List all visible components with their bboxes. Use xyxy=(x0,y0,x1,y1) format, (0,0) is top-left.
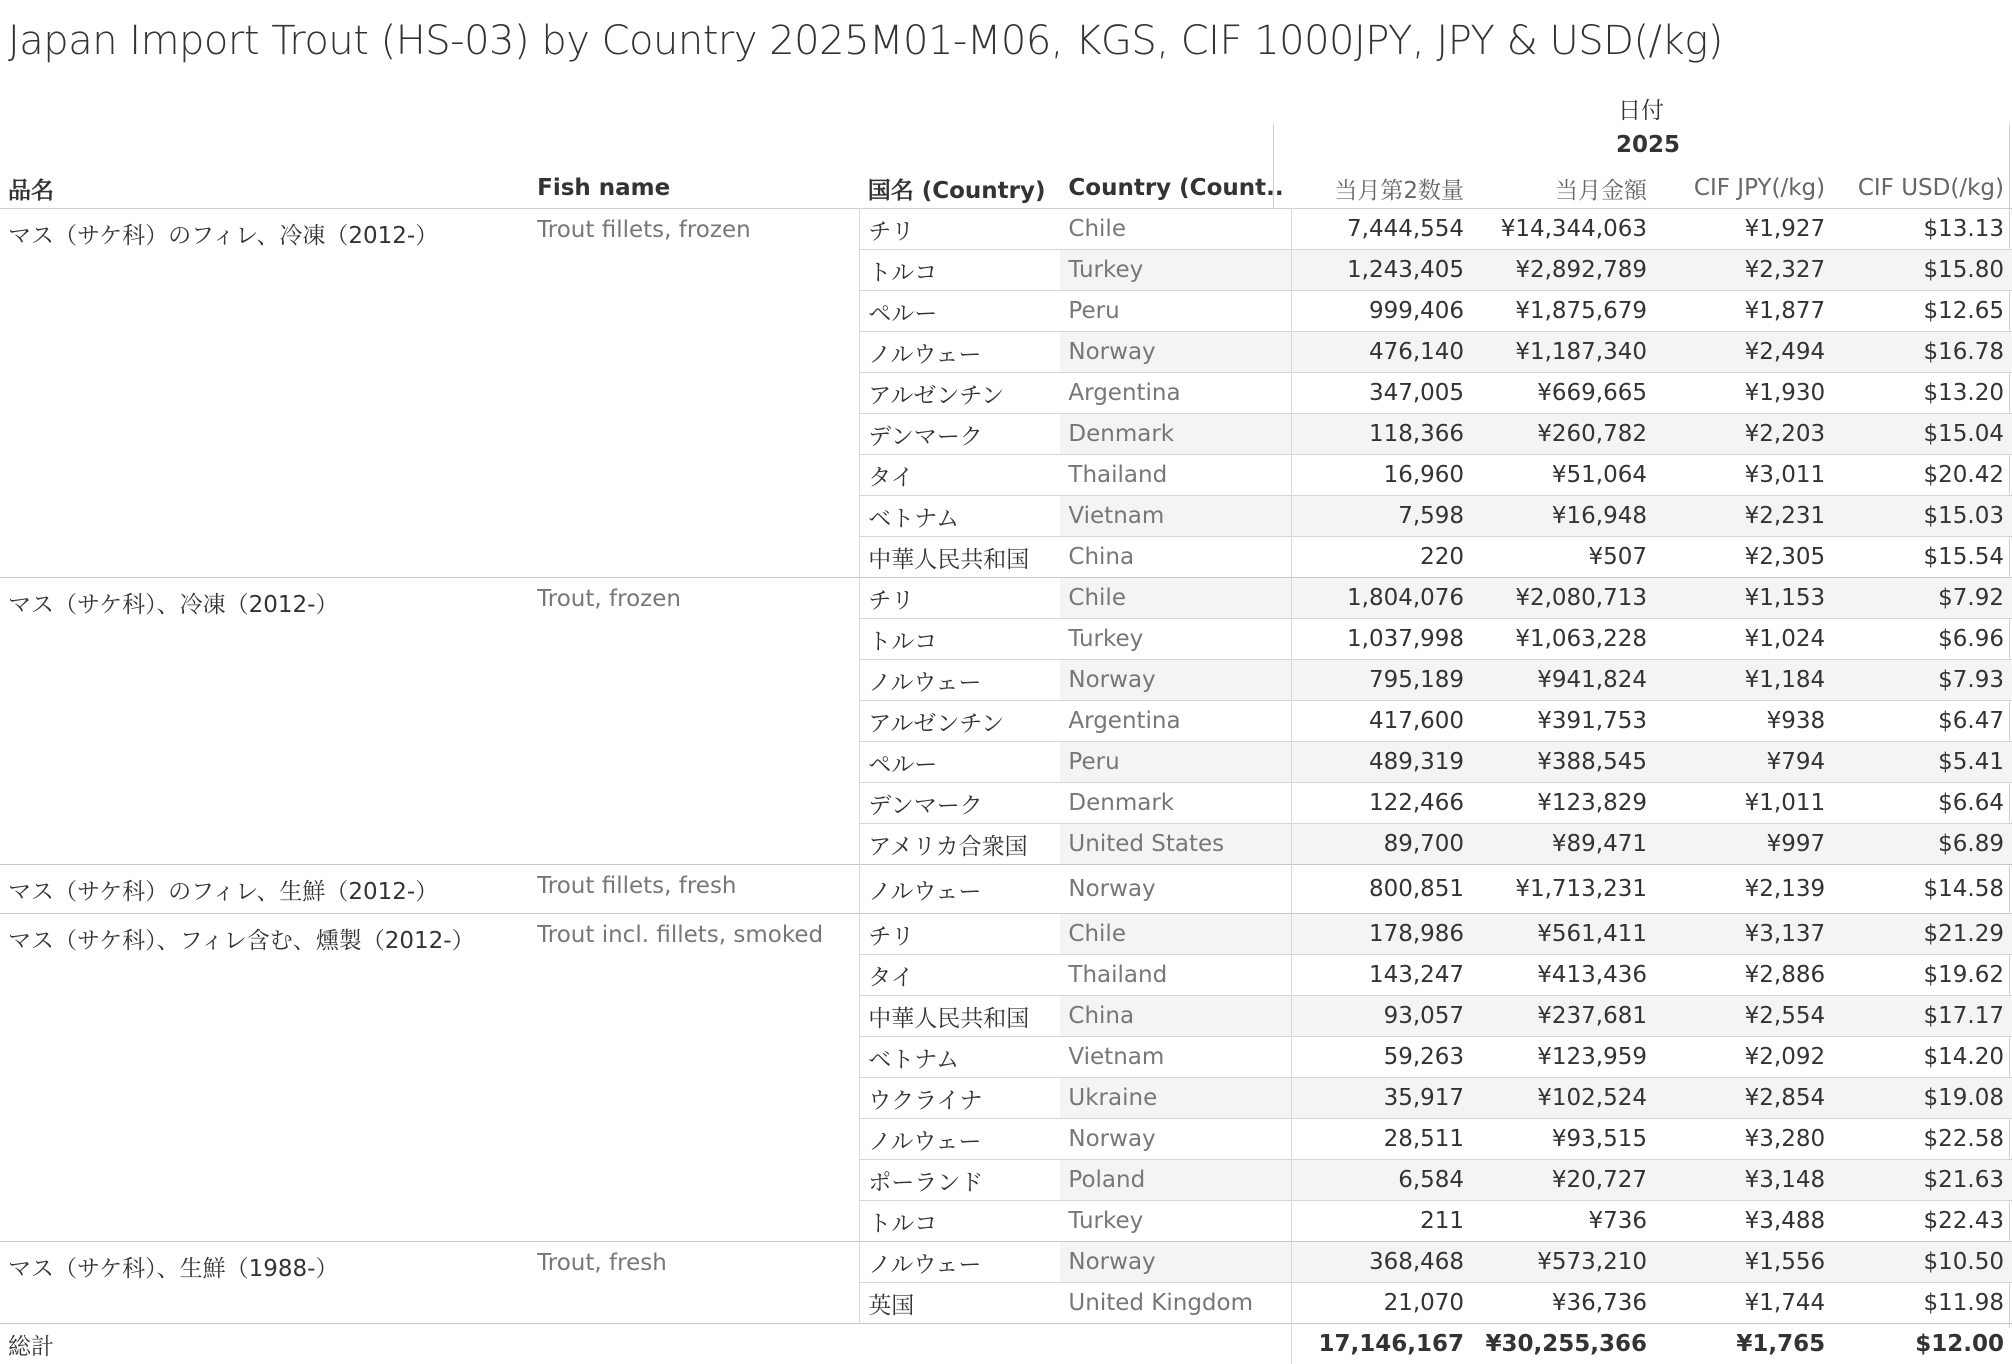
cif-jpy-cell: ¥2,231 xyxy=(1655,496,1833,537)
amount-cell: ¥736 xyxy=(1472,1201,1655,1242)
country-jp-cell: デンマーク xyxy=(860,783,1061,824)
cif-jpy-cell: ¥1,927 xyxy=(1655,209,1833,250)
cif-usd-cell: $6.96 xyxy=(1833,619,2012,660)
amount-cell: ¥89,471 xyxy=(1472,824,1655,865)
amount-cell: ¥391,753 xyxy=(1472,701,1655,742)
cif-jpy-cell: ¥2,854 xyxy=(1655,1078,1833,1119)
amount-cell: ¥573,210 xyxy=(1472,1242,1655,1283)
cif-usd-cell: $7.93 xyxy=(1833,660,2012,701)
amount-cell: ¥102,524 xyxy=(1472,1078,1655,1119)
country-jp-cell: ポーランド xyxy=(860,1160,1061,1201)
country-en-cell: Chile xyxy=(1060,578,1291,619)
cif-usd-cell: $20.42 xyxy=(1833,455,2012,496)
total-cif-jpy-cell: ¥1,765 xyxy=(1655,1324,1833,1364)
country-jp-cell: アメリカ合衆国 xyxy=(860,824,1061,865)
volume-cell: 178,986 xyxy=(1292,914,1472,955)
country-en-cell: Chile xyxy=(1060,914,1291,955)
table-row xyxy=(0,914,2012,955)
country-jp-cell: タイ xyxy=(860,955,1061,996)
country-en-cell: Vietnam xyxy=(1060,1037,1291,1078)
cif-jpy-cell: ¥2,554 xyxy=(1655,996,1833,1037)
amount-cell: ¥507 xyxy=(1472,537,1655,578)
amount-cell: ¥669,665 xyxy=(1472,373,1655,414)
cif-jpy-cell: ¥2,139 xyxy=(1655,865,1833,914)
cif-jpy-cell: ¥1,184 xyxy=(1655,660,1833,701)
col-header-item[interactable]: 品名 xyxy=(0,168,529,209)
country-jp-cell: ノルウェー xyxy=(860,865,1061,914)
country-jp-cell: チリ xyxy=(860,209,1061,250)
amount-cell: ¥93,515 xyxy=(1472,1119,1655,1160)
total-cif-usd-cell: $12.00 xyxy=(1833,1324,2012,1364)
cif-usd-cell: $21.63 xyxy=(1833,1160,2012,1201)
volume-cell: 28,511 xyxy=(1292,1119,1472,1160)
page-title: Japan Import Trout (HS-03) by Country 2025M01-M06, KGS, CIF 1000JPY, JPY & USD(/kg) xyxy=(8,18,1723,64)
cif-usd-cell: $16.78 xyxy=(1833,332,2012,373)
country-jp-cell: ベトナム xyxy=(860,496,1061,537)
fish-name-cell: Trout, fresh xyxy=(529,1242,860,1324)
amount-cell: ¥2,892,789 xyxy=(1472,250,1655,291)
country-jp-cell: トルコ xyxy=(860,1201,1061,1242)
country-jp-cell: ペルー xyxy=(860,291,1061,332)
amount-cell: ¥51,064 xyxy=(1472,455,1655,496)
fish-name-cell: Trout fillets, fresh xyxy=(529,865,860,914)
country-en-cell: Chile xyxy=(1060,209,1291,250)
volume-cell: 1,037,998 xyxy=(1292,619,1472,660)
table-row xyxy=(0,209,2012,250)
amount-cell: ¥2,080,713 xyxy=(1472,578,1655,619)
total-volume-cell: 17,146,167 xyxy=(1292,1324,1472,1364)
volume-cell: 93,057 xyxy=(1292,996,1472,1037)
col-header-fish-name[interactable]: Fish name xyxy=(529,168,860,209)
country-jp-cell: アルゼンチン xyxy=(860,373,1061,414)
volume-cell: 368,468 xyxy=(1292,1242,1472,1283)
cif-jpy-cell: ¥1,877 xyxy=(1655,291,1833,332)
table-row xyxy=(0,578,2012,619)
volume-cell: 220 xyxy=(1292,537,1472,578)
country-en-cell: Thailand xyxy=(1060,955,1291,996)
volume-cell: 489,319 xyxy=(1292,742,1472,783)
item-name-cell: マス（サケ科）のフィレ、冷凍（2012-） xyxy=(0,209,529,578)
cif-usd-cell: $6.47 xyxy=(1833,701,2012,742)
volume-cell: 7,444,554 xyxy=(1292,209,1472,250)
country-jp-cell: ノルウェー xyxy=(860,1119,1061,1160)
cif-jpy-cell: ¥3,011 xyxy=(1655,455,1833,496)
country-jp-cell: 中華人民共和国 xyxy=(860,996,1061,1037)
country-en-cell: Norway xyxy=(1060,332,1291,373)
cif-jpy-cell: ¥1,556 xyxy=(1655,1242,1833,1283)
cif-jpy-cell: ¥3,488 xyxy=(1655,1201,1833,1242)
country-jp-cell: デンマーク xyxy=(860,414,1061,455)
country-en-cell: China xyxy=(1060,537,1291,578)
amount-cell: ¥413,436 xyxy=(1472,955,1655,996)
volume-cell: 118,366 xyxy=(1292,414,1472,455)
grand-total-row xyxy=(0,1324,2012,1364)
cif-usd-cell: $22.43 xyxy=(1833,1201,2012,1242)
volume-cell: 347,005 xyxy=(1292,373,1472,414)
year-header: 2025 xyxy=(1616,132,1680,158)
amount-cell: ¥1,875,679 xyxy=(1472,291,1655,332)
volume-cell: 143,247 xyxy=(1292,955,1472,996)
total-amount-cell: ¥30,255,366 xyxy=(1472,1324,1655,1364)
cif-usd-cell: $21.29 xyxy=(1833,914,2012,955)
amount-cell: ¥16,948 xyxy=(1472,496,1655,537)
country-en-cell: Norway xyxy=(1060,660,1291,701)
country-en-cell: China xyxy=(1060,996,1291,1037)
volume-cell: 417,600 xyxy=(1292,701,1472,742)
cif-jpy-cell: ¥2,092 xyxy=(1655,1037,1833,1078)
cif-jpy-cell: ¥2,203 xyxy=(1655,414,1833,455)
country-en-cell: Thailand xyxy=(1060,455,1291,496)
country-jp-cell: ペルー xyxy=(860,742,1061,783)
country-jp-cell: ウクライナ xyxy=(860,1078,1061,1119)
col-header-country-en[interactable]: Country (Count.. xyxy=(1060,168,1291,209)
country-en-cell: Peru xyxy=(1060,742,1291,783)
country-jp-cell: チリ xyxy=(860,914,1061,955)
cif-jpy-cell: ¥3,148 xyxy=(1655,1160,1833,1201)
volume-cell: 476,140 xyxy=(1292,332,1472,373)
item-name-cell: マス（サケ科）、フィレ含む、燻製（2012-） xyxy=(0,914,529,1242)
col-header-cif-usd[interactable]: CIF USD(/kg) xyxy=(1833,168,2012,209)
date-header-label: 日付 xyxy=(1618,92,1664,125)
table-row xyxy=(0,865,2012,914)
amount-cell: ¥1,187,340 xyxy=(1472,332,1655,373)
volume-cell: 1,243,405 xyxy=(1292,250,1472,291)
cif-usd-cell: $6.64 xyxy=(1833,783,2012,824)
cif-jpy-cell: ¥1,744 xyxy=(1655,1283,1833,1324)
amount-cell: ¥941,824 xyxy=(1472,660,1655,701)
volume-cell: 89,700 xyxy=(1292,824,1472,865)
country-en-cell: Argentina xyxy=(1060,373,1291,414)
country-jp-cell: ベトナム xyxy=(860,1037,1061,1078)
country-jp-cell: 英国 xyxy=(860,1283,1061,1324)
country-en-cell: Denmark xyxy=(1060,783,1291,824)
col-header-volume[interactable]: 当月第2数量 xyxy=(1292,168,1472,209)
amount-cell: ¥237,681 xyxy=(1472,996,1655,1037)
volume-cell: 795,189 xyxy=(1292,660,1472,701)
volume-cell: 999,406 xyxy=(1292,291,1472,332)
cif-usd-cell: $14.58 xyxy=(1833,865,2012,914)
country-jp-cell: チリ xyxy=(860,578,1061,619)
cif-jpy-cell: ¥2,886 xyxy=(1655,955,1833,996)
cif-jpy-cell: ¥3,280 xyxy=(1655,1119,1833,1160)
cif-usd-cell: $11.98 xyxy=(1833,1283,2012,1324)
amount-cell: ¥123,959 xyxy=(1472,1037,1655,1078)
volume-cell: 7,598 xyxy=(1292,496,1472,537)
country-en-cell: United States xyxy=(1060,824,1291,865)
cif-usd-cell: $15.03 xyxy=(1833,496,2012,537)
volume-cell: 35,917 xyxy=(1292,1078,1472,1119)
cif-jpy-cell: ¥997 xyxy=(1655,824,1833,865)
country-jp-cell: タイ xyxy=(860,455,1061,496)
amount-cell: ¥1,713,231 xyxy=(1472,865,1655,914)
amount-cell: ¥388,545 xyxy=(1472,742,1655,783)
cif-usd-cell: $6.89 xyxy=(1833,824,2012,865)
cif-usd-cell: $10.50 xyxy=(1833,1242,2012,1283)
country-en-cell: Turkey xyxy=(1060,1201,1291,1242)
cif-jpy-cell: ¥1,024 xyxy=(1655,619,1833,660)
cif-jpy-cell: ¥3,137 xyxy=(1655,914,1833,955)
cif-jpy-cell: ¥1,930 xyxy=(1655,373,1833,414)
country-en-cell: Vietnam xyxy=(1060,496,1291,537)
country-en-cell: Turkey xyxy=(1060,250,1291,291)
volume-cell: 122,466 xyxy=(1292,783,1472,824)
fish-name-cell: Trout, frozen xyxy=(529,578,860,865)
cif-jpy-cell: ¥1,153 xyxy=(1655,578,1833,619)
cif-jpy-cell: ¥2,327 xyxy=(1655,250,1833,291)
cif-usd-cell: $15.80 xyxy=(1833,250,2012,291)
cif-usd-cell: $13.20 xyxy=(1833,373,2012,414)
header-row xyxy=(0,168,2012,209)
cif-usd-cell: $15.04 xyxy=(1833,414,2012,455)
country-en-cell: Norway xyxy=(1060,865,1291,914)
cif-jpy-cell: ¥1,011 xyxy=(1655,783,1833,824)
item-name-cell: マス（サケ科）、冷凍（2012-） xyxy=(0,578,529,865)
volume-cell: 211 xyxy=(1292,1201,1472,1242)
fish-name-cell: Trout fillets, frozen xyxy=(529,209,860,578)
amount-cell: ¥123,829 xyxy=(1472,783,1655,824)
country-en-cell: Turkey xyxy=(1060,619,1291,660)
amount-cell: ¥14,344,063 xyxy=(1472,209,1655,250)
fish-name-cell: Trout incl. fillets, smoked xyxy=(529,914,860,1242)
country-en-cell: Denmark xyxy=(1060,414,1291,455)
col-header-country-jp[interactable]: 国名 (Country) xyxy=(860,168,1061,209)
col-header-cif-jpy[interactable]: CIF JPY(/kg) xyxy=(1655,168,1833,209)
cif-jpy-cell: ¥2,305 xyxy=(1655,537,1833,578)
cif-jpy-cell: ¥794 xyxy=(1655,742,1833,783)
country-en-cell: Poland xyxy=(1060,1160,1291,1201)
country-jp-cell: ノルウェー xyxy=(860,660,1061,701)
cif-jpy-cell: ¥2,494 xyxy=(1655,332,1833,373)
cif-usd-cell: $13.13 xyxy=(1833,209,2012,250)
cif-usd-cell: $22.58 xyxy=(1833,1119,2012,1160)
amount-cell: ¥561,411 xyxy=(1472,914,1655,955)
volume-cell: 59,263 xyxy=(1292,1037,1472,1078)
country-en-cell: Norway xyxy=(1060,1242,1291,1283)
item-name-cell: マス（サケ科）、生鮮（1988-） xyxy=(0,1242,529,1324)
country-en-cell: Ukraine xyxy=(1060,1078,1291,1119)
table-body xyxy=(0,209,2012,1364)
country-en-cell: Norway xyxy=(1060,1119,1291,1160)
cif-usd-cell: $15.54 xyxy=(1833,537,2012,578)
date-header xyxy=(1270,92,2010,124)
country-en-cell: United Kingdom xyxy=(1060,1283,1291,1324)
col-header-amount[interactable]: 当月金額 xyxy=(1472,168,1655,209)
amount-cell: ¥36,736 xyxy=(1472,1283,1655,1324)
cif-usd-cell: $19.62 xyxy=(1833,955,2012,996)
cif-usd-cell: $17.17 xyxy=(1833,996,2012,1037)
country-en-cell: Peru xyxy=(1060,291,1291,332)
country-jp-cell: 中華人民共和国 xyxy=(860,537,1061,578)
amount-cell: ¥1,063,228 xyxy=(1472,619,1655,660)
cif-usd-cell: $7.92 xyxy=(1833,578,2012,619)
volume-cell: 800,851 xyxy=(1292,865,1472,914)
country-jp-cell: ノルウェー xyxy=(860,1242,1061,1283)
grand-total-label: 総計 xyxy=(0,1324,1292,1364)
amount-cell: ¥20,727 xyxy=(1472,1160,1655,1201)
country-jp-cell: トルコ xyxy=(860,619,1061,660)
volume-cell: 16,960 xyxy=(1292,455,1472,496)
table-row xyxy=(0,1242,2012,1283)
cif-usd-cell: $14.20 xyxy=(1833,1037,2012,1078)
volume-cell: 6,584 xyxy=(1292,1160,1472,1201)
amount-cell: ¥260,782 xyxy=(1472,414,1655,455)
country-jp-cell: ノルウェー xyxy=(860,332,1061,373)
cif-usd-cell: $12.65 xyxy=(1833,291,2012,332)
data-table xyxy=(0,168,2012,1364)
country-jp-cell: アルゼンチン xyxy=(860,701,1061,742)
country-jp-cell: トルコ xyxy=(860,250,1061,291)
item-name-cell: マス（サケ科）のフィレ、生鮮（2012-） xyxy=(0,865,529,914)
cif-jpy-cell: ¥938 xyxy=(1655,701,1833,742)
volume-cell: 1,804,076 xyxy=(1292,578,1472,619)
cif-usd-cell: $5.41 xyxy=(1833,742,2012,783)
cif-usd-cell: $19.08 xyxy=(1833,1078,2012,1119)
volume-cell: 21,070 xyxy=(1292,1283,1472,1324)
country-en-cell: Argentina xyxy=(1060,701,1291,742)
